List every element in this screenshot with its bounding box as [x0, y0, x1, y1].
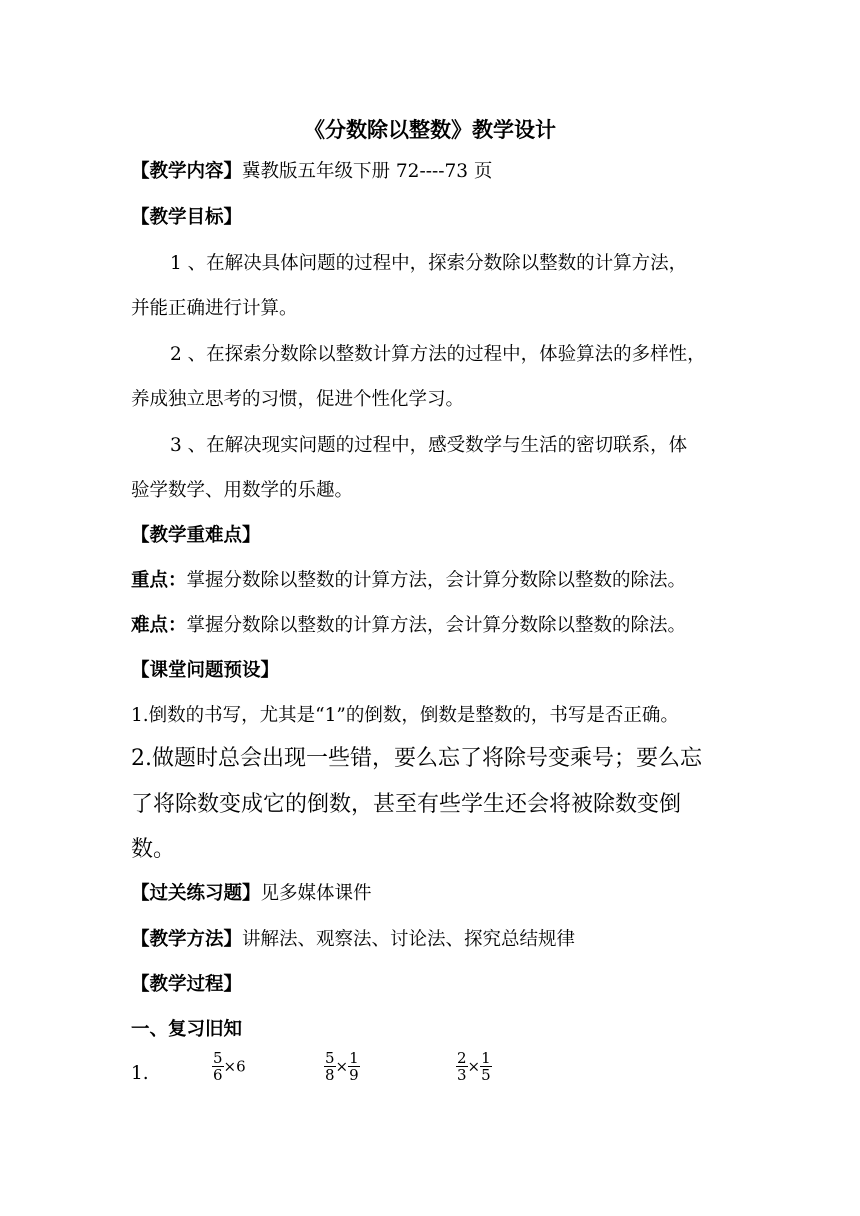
exercise-line [131, 882, 372, 906]
goal-3-line-2: 验学数学、用数学的乐趣。 [131, 480, 354, 501]
goal-3-line-1: 3 、在解决现实问题的过程中，感受数学与生活的密切联系，体 [170, 435, 688, 456]
review-expression-1 [212, 1050, 246, 1083]
key-point-line [131, 569, 686, 593]
preset-item-2-line-1: 2.做题时总会出现一些错，要么忘了将除号变乘号；要么忘 [131, 746, 702, 771]
numerator: 2 [457, 1049, 467, 1067]
review-expression-2 [324, 1050, 360, 1083]
key-point-label: 重点： [131, 570, 187, 591]
review-expression-3 [456, 1050, 492, 1083]
teaching-content-label: 【教学内容】 [131, 161, 243, 182]
method-label: 【教学方法】 [131, 929, 243, 950]
review-heading: 一、复习旧知 [131, 1019, 243, 1040]
hard-point-text: 掌握分数除以整数的计算方法，会计算分数除以整数的除法。 [186, 615, 687, 636]
teaching-goals-label: 【教学目标】 [131, 207, 243, 228]
numerator: 5 [325, 1049, 335, 1067]
times-sign: × [335, 1057, 349, 1076]
method-text: 讲解法、观察法、讨论法、探究总结规律 [242, 929, 576, 950]
fraction [324, 1050, 336, 1083]
numerator: 1 [481, 1049, 491, 1067]
exercise-text: 见多媒体课件 [260, 883, 372, 904]
goal-1-line-2: 并能正确进行计算。 [131, 298, 298, 319]
denominator: 3 [457, 1066, 467, 1084]
denominator: 6 [213, 1066, 223, 1084]
denominator: 5 [481, 1066, 491, 1084]
fraction [348, 1050, 360, 1083]
times-sign: × [223, 1057, 237, 1076]
denominator: 8 [325, 1066, 335, 1084]
key-point-text: 掌握分数除以整数的计算方法，会计算分数除以整数的除法。 [186, 570, 687, 591]
keypoints-label: 【教学重难点】 [131, 525, 261, 546]
numerator: 5 [213, 1049, 223, 1067]
goal-2-line-1: 2 、在探索分数除以整数计算方法的过程中，体验算法的多样性， [170, 344, 706, 365]
fraction [456, 1050, 468, 1083]
numerator: 1 [349, 1049, 359, 1067]
denominator: 9 [349, 1066, 359, 1084]
exercise-label: 【过关练习题】 [131, 883, 261, 904]
method-line [131, 928, 575, 952]
preset-item-1: 1.倒数的书写，尤其是“1”的倒数，倒数是整数的，书写是否正确。 [131, 705, 679, 726]
teaching-content-line [131, 160, 492, 184]
fraction [212, 1050, 224, 1083]
whole-number: 6 [236, 1057, 246, 1076]
page-title: 《分数除以整数》教学设计 [304, 117, 556, 142]
fraction [480, 1050, 492, 1083]
process-label: 【教学过程】 [131, 974, 243, 995]
times-sign: × [467, 1057, 481, 1076]
hard-point-line [131, 614, 686, 638]
goal-1-line-1: 1 、在解决具体问题的过程中，探索分数除以整数的计算方法， [170, 253, 688, 274]
teaching-content-text: 冀教版五年级下册 72----73 页 [242, 161, 493, 182]
review-item-number: 1. [131, 1063, 149, 1084]
preset-label: 【课堂问题预设】 [131, 660, 280, 681]
goal-2-line-2: 养成独立思考的习惯，促进个性化学习。 [131, 389, 465, 410]
hard-point-label: 难点： [131, 615, 187, 636]
preset-item-2-line-2: 了将除数变成它的倒数，甚至有些学生还会将被除数变倒 [131, 792, 682, 817]
preset-item-2-line-3: 数。 [131, 837, 176, 862]
